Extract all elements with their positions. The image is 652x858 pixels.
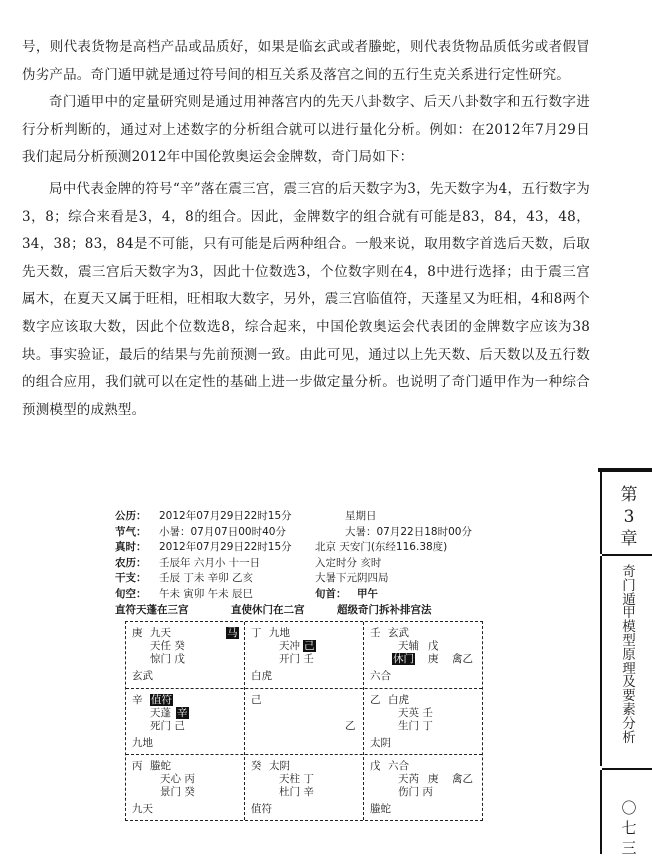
palace-center: 己 乙 [251,694,356,732]
palace-li: 丁 九地 天冲 己 开门 壬 白虎 [251,627,315,682]
page-number: 〇七三 [621,799,637,857]
paragraph-1: 号，则代表货物是高档产品或品质好，如果是临玄武或者螣蛇，则代表货物品质低劣或者假冒伪劣产品。奇门遁甲就是通过符号间的相互关系及落宫之间的五行生克关系进行定性研究。 [22,39,590,83]
palace-xun: 庚 九天 马 天任 癸 惊门 戊 玄武 [132,627,238,682]
palace-dui: 乙 白虎 天英 壬 生门 丁 太阴 [370,694,433,749]
palace-qian: 戊 六合 天芮 庚 禽乙 伤门 丙 螣蛇 [370,760,473,815]
paragraph-3: 局中代表金牌的符号“辛”落在震三宫，震三宫的后天数字为3，先天数字为4，五行数字为3，8；综合来看是3，4，8的组合。因此，金牌数字的组合就有可能是83，84，43，48，34，38；83，84是不可能，只有可能是后两种组合。一般来说，取用数字首选后天数，后取先天数，震三宫后天数字为3，因此十位数选3，个位数字则在4，8中进行选择；由于震三宫属木，在夏天又属于旺相，旺相取大数字，另外，震三宫临值符，天蓬星又为旺相，4和8两个数字应该取大数，因此个位数选8，综合起来，中国伦敦奥运会代表团的金牌数字应该为38块。事实验证，最后的结果与先前预测一致。由此可见，通过以上先天数、后天数以及五行数的组合应用，我们就可以在定性的基础上进一步做定量分析。也说明了奇门遁甲作为一种综合预测模型的成熟型。 [22,180,590,418]
chapter-title: 奇门遁甲模型原理及要素分析 [622,564,636,746]
paragraph-2: 奇门遁甲中的定量研究则是通过用神落宫内的先天八卦数字、后天八卦数字和五行数字进行分析判断的，通过对上述数字的分析组合就可以进行量化分析。例如：在2012年7月29日我们起局分析预测2012年中国伦敦奥运会金牌数，奇门局如下： [22,94,590,166]
chart-row-xunkong: 旬空： 午未 寅卯 午未 辰巳 旬首： 甲午 [115,587,378,600]
chart-row-jieqi: 节气： 小暑：07月07日00时40分 大暑：07月22日18时00分 [115,525,472,538]
chart-summary: 直符天蓬在三宫 直使休门在二宫 超级奇门拆补排宫法 [115,604,432,616]
chart-row-zhenshi: 真时： 2012年07月29日22时15分 北京 天安门(东经116.38度) [115,541,448,553]
palace-grid [125,621,483,821]
chart-row-nongli: 农历： 壬辰年 六月小 十一日 入定时分 亥时 [115,556,382,569]
chapter-label: 第 3 章 [620,485,638,549]
chart-row-gongli: 公历： 2012年07月29日22时15分 星期日 [115,510,377,522]
chart-row-ganzhi: 干支： 壬辰 丁未 辛卯 乙亥 大暑下元阴四局 [115,572,389,584]
body-text [22,34,590,424]
palace-gen: 丙 螣蛇 天心 丙 景门 癸 九天 [132,760,195,815]
qimen-chart [115,509,485,815]
palace-zhen: 辛 值符 天蓬 辛 死门 己 九地 [132,694,188,749]
palace-kan: 癸 太阴 天柱 丁 杜门 辛 值符 [251,760,314,815]
palace-kun: 壬 玄武 天辅 戊 休门 庚 禽乙 六合 [370,627,473,682]
chapter-sidebar [598,468,652,857]
